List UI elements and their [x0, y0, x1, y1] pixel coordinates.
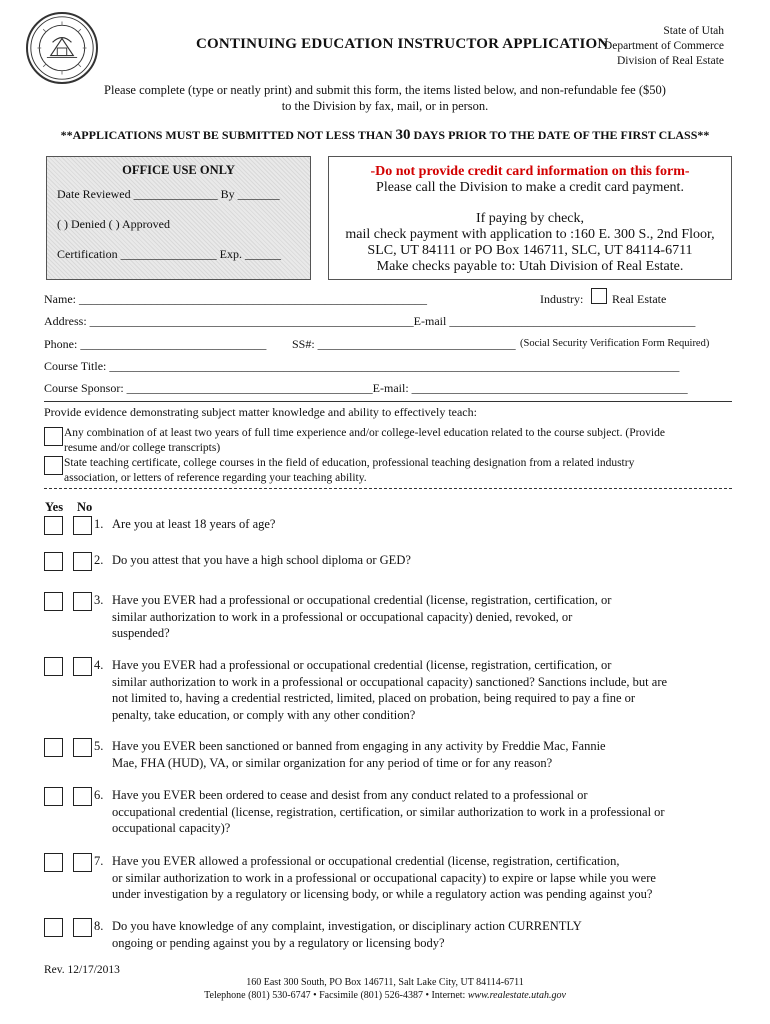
credit-card-warning: -Do not provide credit card information on this form- [370, 164, 690, 179]
certification-line: Certification ________________ Exp. ______ [57, 247, 281, 261]
industry-label: Industry: [540, 292, 584, 306]
question-number: 4. [94, 658, 104, 672]
question-text [112, 738, 734, 771]
question-item [94, 516, 734, 533]
question-no-checkbox[interactable] [73, 853, 92, 872]
page-title: CONTINUING EDUCATION INSTRUCTOR APPLICATION [196, 36, 609, 52]
deadline-notice [0, 127, 770, 144]
question-text-line: Have you EVER had a professional or occupational credential (license, registration, certification, or [112, 593, 612, 607]
question-yes-checkbox[interactable] [44, 853, 63, 872]
question-no-checkbox[interactable] [73, 738, 92, 757]
deadline-suffix: DAYS PRIOR TO THE DATE OF THE FIRST CLASS** [410, 128, 710, 142]
question-no-checkbox[interactable] [73, 552, 92, 571]
office-use-box [46, 156, 311, 280]
question-yes-checkbox[interactable] [44, 918, 63, 937]
instructions-line-2: to the Division by fax, mail, or in person. [281, 99, 489, 113]
industry-value: Real Estate [612, 292, 667, 306]
question-text [112, 592, 734, 642]
question-number: 8. [94, 919, 104, 933]
check-line-4: Make checks payable to: Utah Division of Real Estate. [376, 259, 684, 274]
credit-card-call: Please call the Division to make a credit card payment. [376, 180, 684, 195]
question-text-line: Are you at least 18 years of age? [112, 517, 276, 531]
payment-info-box [328, 156, 732, 280]
question-item [94, 592, 734, 642]
question-item [94, 552, 734, 569]
evidence-option-1-line: resume and/or college transcripts) [64, 442, 221, 454]
dashed-divider [44, 488, 732, 489]
question-item [94, 657, 734, 723]
question-yes-checkbox[interactable] [44, 552, 63, 571]
question-text-line: Have you EVER been ordered to cease and desist from any conduct related to a professional or [112, 788, 588, 802]
question-no-checkbox[interactable] [73, 787, 92, 806]
no-column-header: No [77, 500, 93, 514]
question-text [112, 552, 734, 569]
question-number: 3. [94, 593, 104, 607]
question-text-line: suspended? [112, 626, 170, 640]
agency-line: State of Utah [663, 25, 724, 37]
question-number: 7. [94, 854, 104, 868]
question-text-line: Have you EVER allowed a professional or occupational credential (license, registration, certification, [112, 854, 620, 868]
question-text-line: Mae, FHA (HUD), VA, or similar organization for any period of time or for any reason? [112, 755, 553, 770]
agency-block [604, 24, 724, 69]
evidence-option-2-line: association, or letters of reference regarding your teaching ability. [64, 472, 367, 484]
footer-contact [0, 989, 770, 1002]
deadline-prefix: **APPLICATIONS MUST BE SUBMITTED NOT LESS THAN [60, 128, 396, 142]
agency-line: Division of Real Estate [617, 55, 724, 67]
question-text [112, 918, 734, 951]
instructions [0, 82, 770, 114]
question-yes-checkbox[interactable] [44, 787, 63, 806]
question-yes-checkbox[interactable] [44, 657, 63, 676]
question-text-line: or similar authorization to work in a professional or occupational capacity) to expire or lapse while you were [112, 870, 656, 885]
check-line-1: If paying by check, [475, 211, 585, 226]
check-line-2: mail check payment with application to :160 E. 300 S., 2nd Floor, [345, 227, 715, 242]
decision-line: ( ) Denied ( ) Approved [57, 217, 170, 231]
evidence-prompt: Provide evidence demonstrating subject matter knowledge and ability to effectively teach: [44, 405, 477, 419]
question-number: 5. [94, 739, 104, 753]
office-use-heading: OFFICE USE ONLY [122, 163, 235, 177]
question-text-line: not limited to, having a credential restricted, limited, placed on probation, being required to pay a fine or [112, 691, 636, 705]
evidence-option-2 [64, 456, 734, 486]
ssn-field[interactable]: SS#: _________________________________ [292, 337, 516, 351]
state-seal-icon [26, 12, 98, 84]
footer-address: 160 East 300 South, PO Box 146711, Salt Lake City, UT 84114-6711 [246, 977, 524, 988]
course-title-field[interactable]: Course Title: _______________________________________________________________________________________________ [44, 359, 680, 373]
question-item [94, 918, 734, 951]
question-text-line: under investigation by a regulatory or licensing body, or while a regulatory action was pending against you? [112, 887, 653, 901]
question-yes-checkbox[interactable] [44, 516, 63, 535]
question-number: 1. [94, 517, 104, 531]
question-no-checkbox[interactable] [73, 918, 92, 937]
question-yes-checkbox[interactable] [44, 592, 63, 611]
question-no-checkbox[interactable] [73, 592, 92, 611]
question-number: 2. [94, 553, 104, 567]
footer-website[interactable]: www.realestate.utah.gov [467, 990, 566, 1001]
address-email-field[interactable]: Address: ______________________________________________________E-mail _________________________________________ [44, 314, 696, 328]
ssn-note: (Social Security Verification Form Required) [520, 338, 710, 349]
footer [0, 976, 770, 1002]
question-number: 6. [94, 788, 104, 802]
question-text [112, 853, 734, 903]
question-text-line: penalty, take education, or comply with any other condition? [112, 707, 416, 722]
divider [44, 401, 732, 402]
revision-date: Rev. 12/17/2013 [44, 964, 120, 976]
instructions-line-1: Please complete (type or neatly print) and submit this form, the items listed below, and non-refundable fee ($50) [104, 83, 666, 97]
evidence-option-1-checkbox[interactable] [44, 427, 63, 446]
question-text [112, 516, 734, 533]
question-item [94, 787, 734, 837]
evidence-option-2-line: State teaching certificate, college courses in the field of education, professional teaching designation from a related industry [64, 457, 635, 469]
yes-column-header: Yes [45, 500, 64, 514]
footer-contact-text: Telephone (801) 530-6747 • Facsimile (801) 526-4387 • Internet: [204, 990, 468, 1001]
question-text-line: Have you EVER had a professional or occupational credential (license, registration, certification, or [112, 658, 612, 672]
question-text [112, 657, 734, 723]
question-text-line: occupational credential (license, registration, certification, or similar authorization to work in a professional or [112, 804, 665, 819]
question-item [94, 853, 734, 903]
question-text-line: similar authorization to work in a professional or occupational capacity) denied, revoked, or [112, 609, 573, 624]
question-text-line: occupational capacity)? [112, 821, 231, 835]
question-text-line: Do you attest that you have a high school diploma or GED? [112, 553, 411, 567]
phone-field[interactable]: Phone: _______________________________ [44, 337, 267, 351]
evidence-option-1-line: Any combination of at least two years of full time experience and/or college-level education related to the course subject. (Provide [64, 427, 665, 439]
question-text [112, 787, 734, 837]
date-reviewed-line: Date Reviewed ______________ By _______ [57, 187, 280, 201]
question-text-line: Do you have knowledge of any complaint, investigation, or disciplinary action CURRENTLY [112, 919, 582, 933]
question-item [94, 738, 734, 771]
industry-checkbox[interactable] [591, 288, 607, 304]
evidence-option-1 [64, 426, 734, 456]
agency-line: Department of Commerce [603, 40, 724, 52]
question-text-line: ongoing or pending against you by a regulatory or licensing body? [112, 935, 445, 950]
name-field[interactable]: Name: __________________________________________________________ [44, 292, 427, 306]
question-text-line: Have you EVER been sanctioned or banned from engaging in any activity by Freddie Mac, Fannie [112, 739, 606, 753]
evidence-option-2-checkbox[interactable] [44, 456, 63, 475]
check-line-3: SLC, UT 84111 or PO Box 146711, SLC, UT 84114-6711 [367, 243, 693, 258]
deadline-days: 30 [395, 127, 411, 143]
question-no-checkbox[interactable] [73, 657, 92, 676]
question-no-checkbox[interactable] [73, 516, 92, 535]
course-sponsor-field[interactable]: Course Sponsor: _________________________________________E-mail: ______________________________________________ [44, 381, 688, 395]
question-yes-checkbox[interactable] [44, 738, 63, 757]
question-text-line: similar authorization to work in a professional or occupational capacity) sanctioned? Sanctions include, but are [112, 674, 668, 689]
